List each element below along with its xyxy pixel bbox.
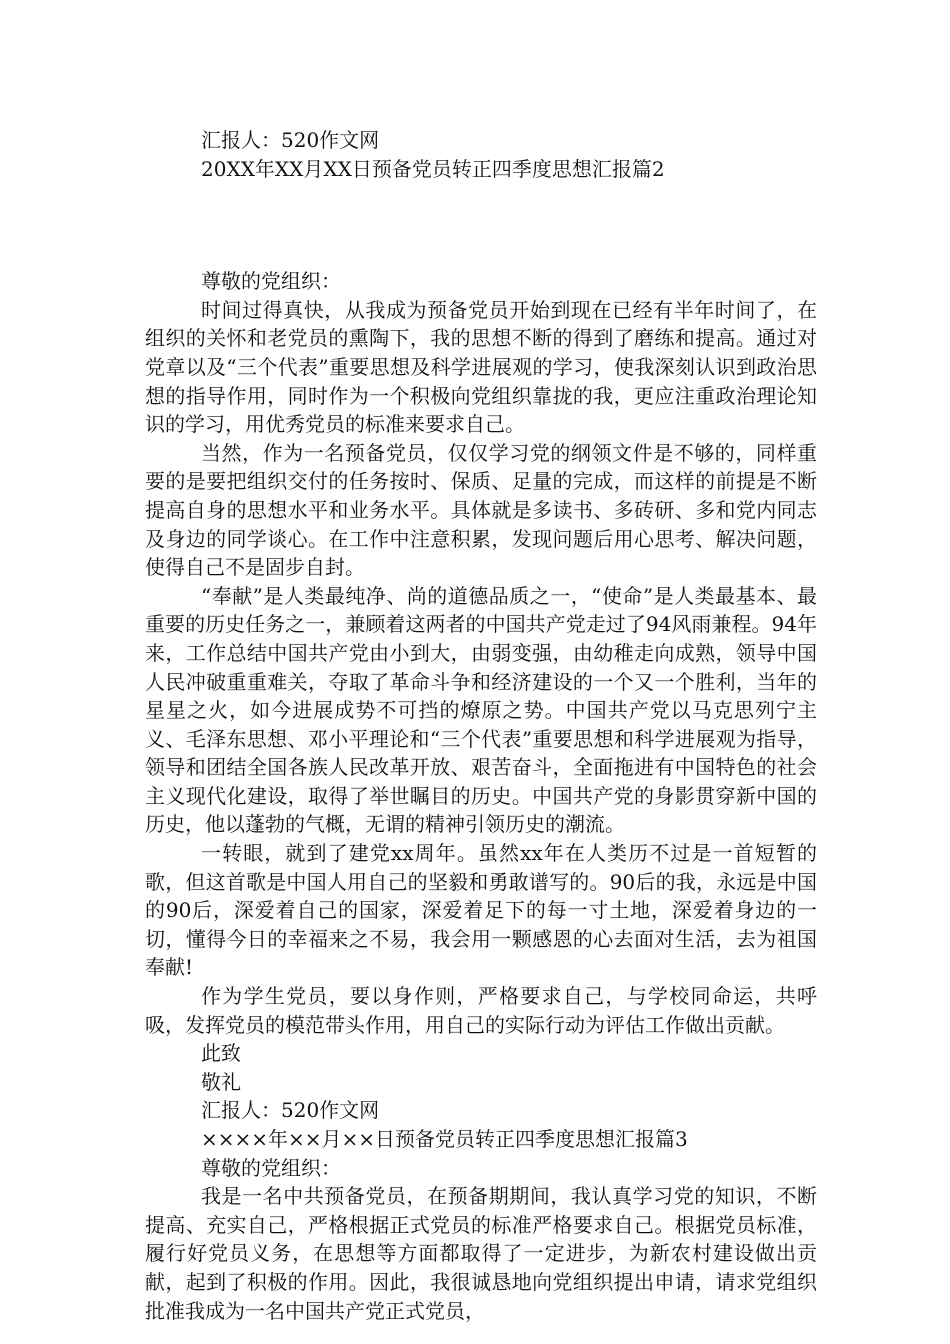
salutation: 尊敬的党组织：	[201, 269, 341, 294]
body-paragraph: 作为学生党员，要以身作则，严格要求自己，与学校同命运，共呼吸，发挥党员的模范带头作用，用自己的实际行动为评估工作做出贡献。	[145, 984, 817, 1037]
body-paragraph: 我是一名中共预备党员，在预备期期间，我认真学习党的知识，不断提高、充实自己，严格根据正式党员的标准严格要求自己。根据党员标准，履行好党员义务，在思想等方面都取得了一定进步，为新农村建设做出贡献，起到了积极的作用。因此，我很诚恳地向党组织提出申请，请求党组织批准我成为一名中国共产党正式党员，	[145, 1184, 817, 1323]
body-paragraph: “奉献”是人类最纯净、尚的道德品质之一，“使命”是人类最基本、最重要的历史任务之一，兼顾着这两者的中国共产党走过了94风雨兼程。94年来，工作总结中国共产党由小到大，由弱变强，由幼稚走向成熟，领导中国人民冲破重重难关，夺取了革命斗争和经济建设的一个又一个胜利，当年的星星之火，如今进展成势不可挡的燎原之势。中国共产党以马克思列宁主义、毛泽东思想、邓小平理论和“三个代表”重要思想和科学进展观为指导，领导和团结全国各族人民改革开放、艰苦奋斗，全面拖进有中国特色的社会主义现代化建设，取得了举世瞩目的历史。中国共产党的身影贯穿新中国的历史，他以蓬勃的气概，无谓的精神引领历史的潮流。	[145, 583, 817, 837]
body-paragraph: 当然，作为一名预备党员，仅仅学习党的纲领文件是不够的，同样重要的是要把组织交付的任务按时、保质、足量的完成，而这样的前提是不断提高自身的思想水平和业务水平。具体就是多读书、多砖研、多和党内同志及身边的同学谈心。在工作中注意积累，发现问题后用心思考、解决问题，使得自己不是固步自封。	[145, 440, 817, 580]
closing-line: 此致	[201, 1041, 241, 1066]
body-paragraph: 一转眼，就到了建党xx周年。虽然xx年在人类历不过是一首短暂的歌，但这首歌是中国人用自己的坚毅和勇敢谱写的。90后的我，永远是中国的90后，深爱着自己的国家，深爱着足下的每一寸土地，深爱着身边的一切，懂得今日的幸福来之不易，我会用一颗感恩的心去面对生活，去为祖国奉献!	[145, 841, 817, 980]
section-title: 20XX年XX月XX日预备党员转正四季度思想汇报篇2	[201, 156, 665, 181]
section-title: ××××年××月××日预备党员转正四季度思想汇报篇3	[201, 1127, 688, 1151]
body-paragraph: 时间过得真快，从我成为预备党员开始到现在已经有半年时间了，在组织的关怀和老党员的熏陶下，我的思想不断的得到了磨练和提高。通过对党章以及“三个代表”重要思想及科学进展观的学习，使我深刻认识到政治思想的指导作用，同时作为一个积极向党组织靠拢的我，更应注重政治理论知识的学习，用优秀党员的标准来要求自己。	[145, 297, 817, 437]
reporter-line: 汇报人：520作文网	[201, 128, 380, 152]
salutation: 尊敬的党组织：	[201, 1155, 341, 1180]
reporter-line: 汇报人：520作文网	[201, 1098, 380, 1123]
document-page	[145, 126, 817, 1325]
spacer	[145, 183, 817, 267]
closing-line: 敬礼	[201, 1069, 241, 1094]
